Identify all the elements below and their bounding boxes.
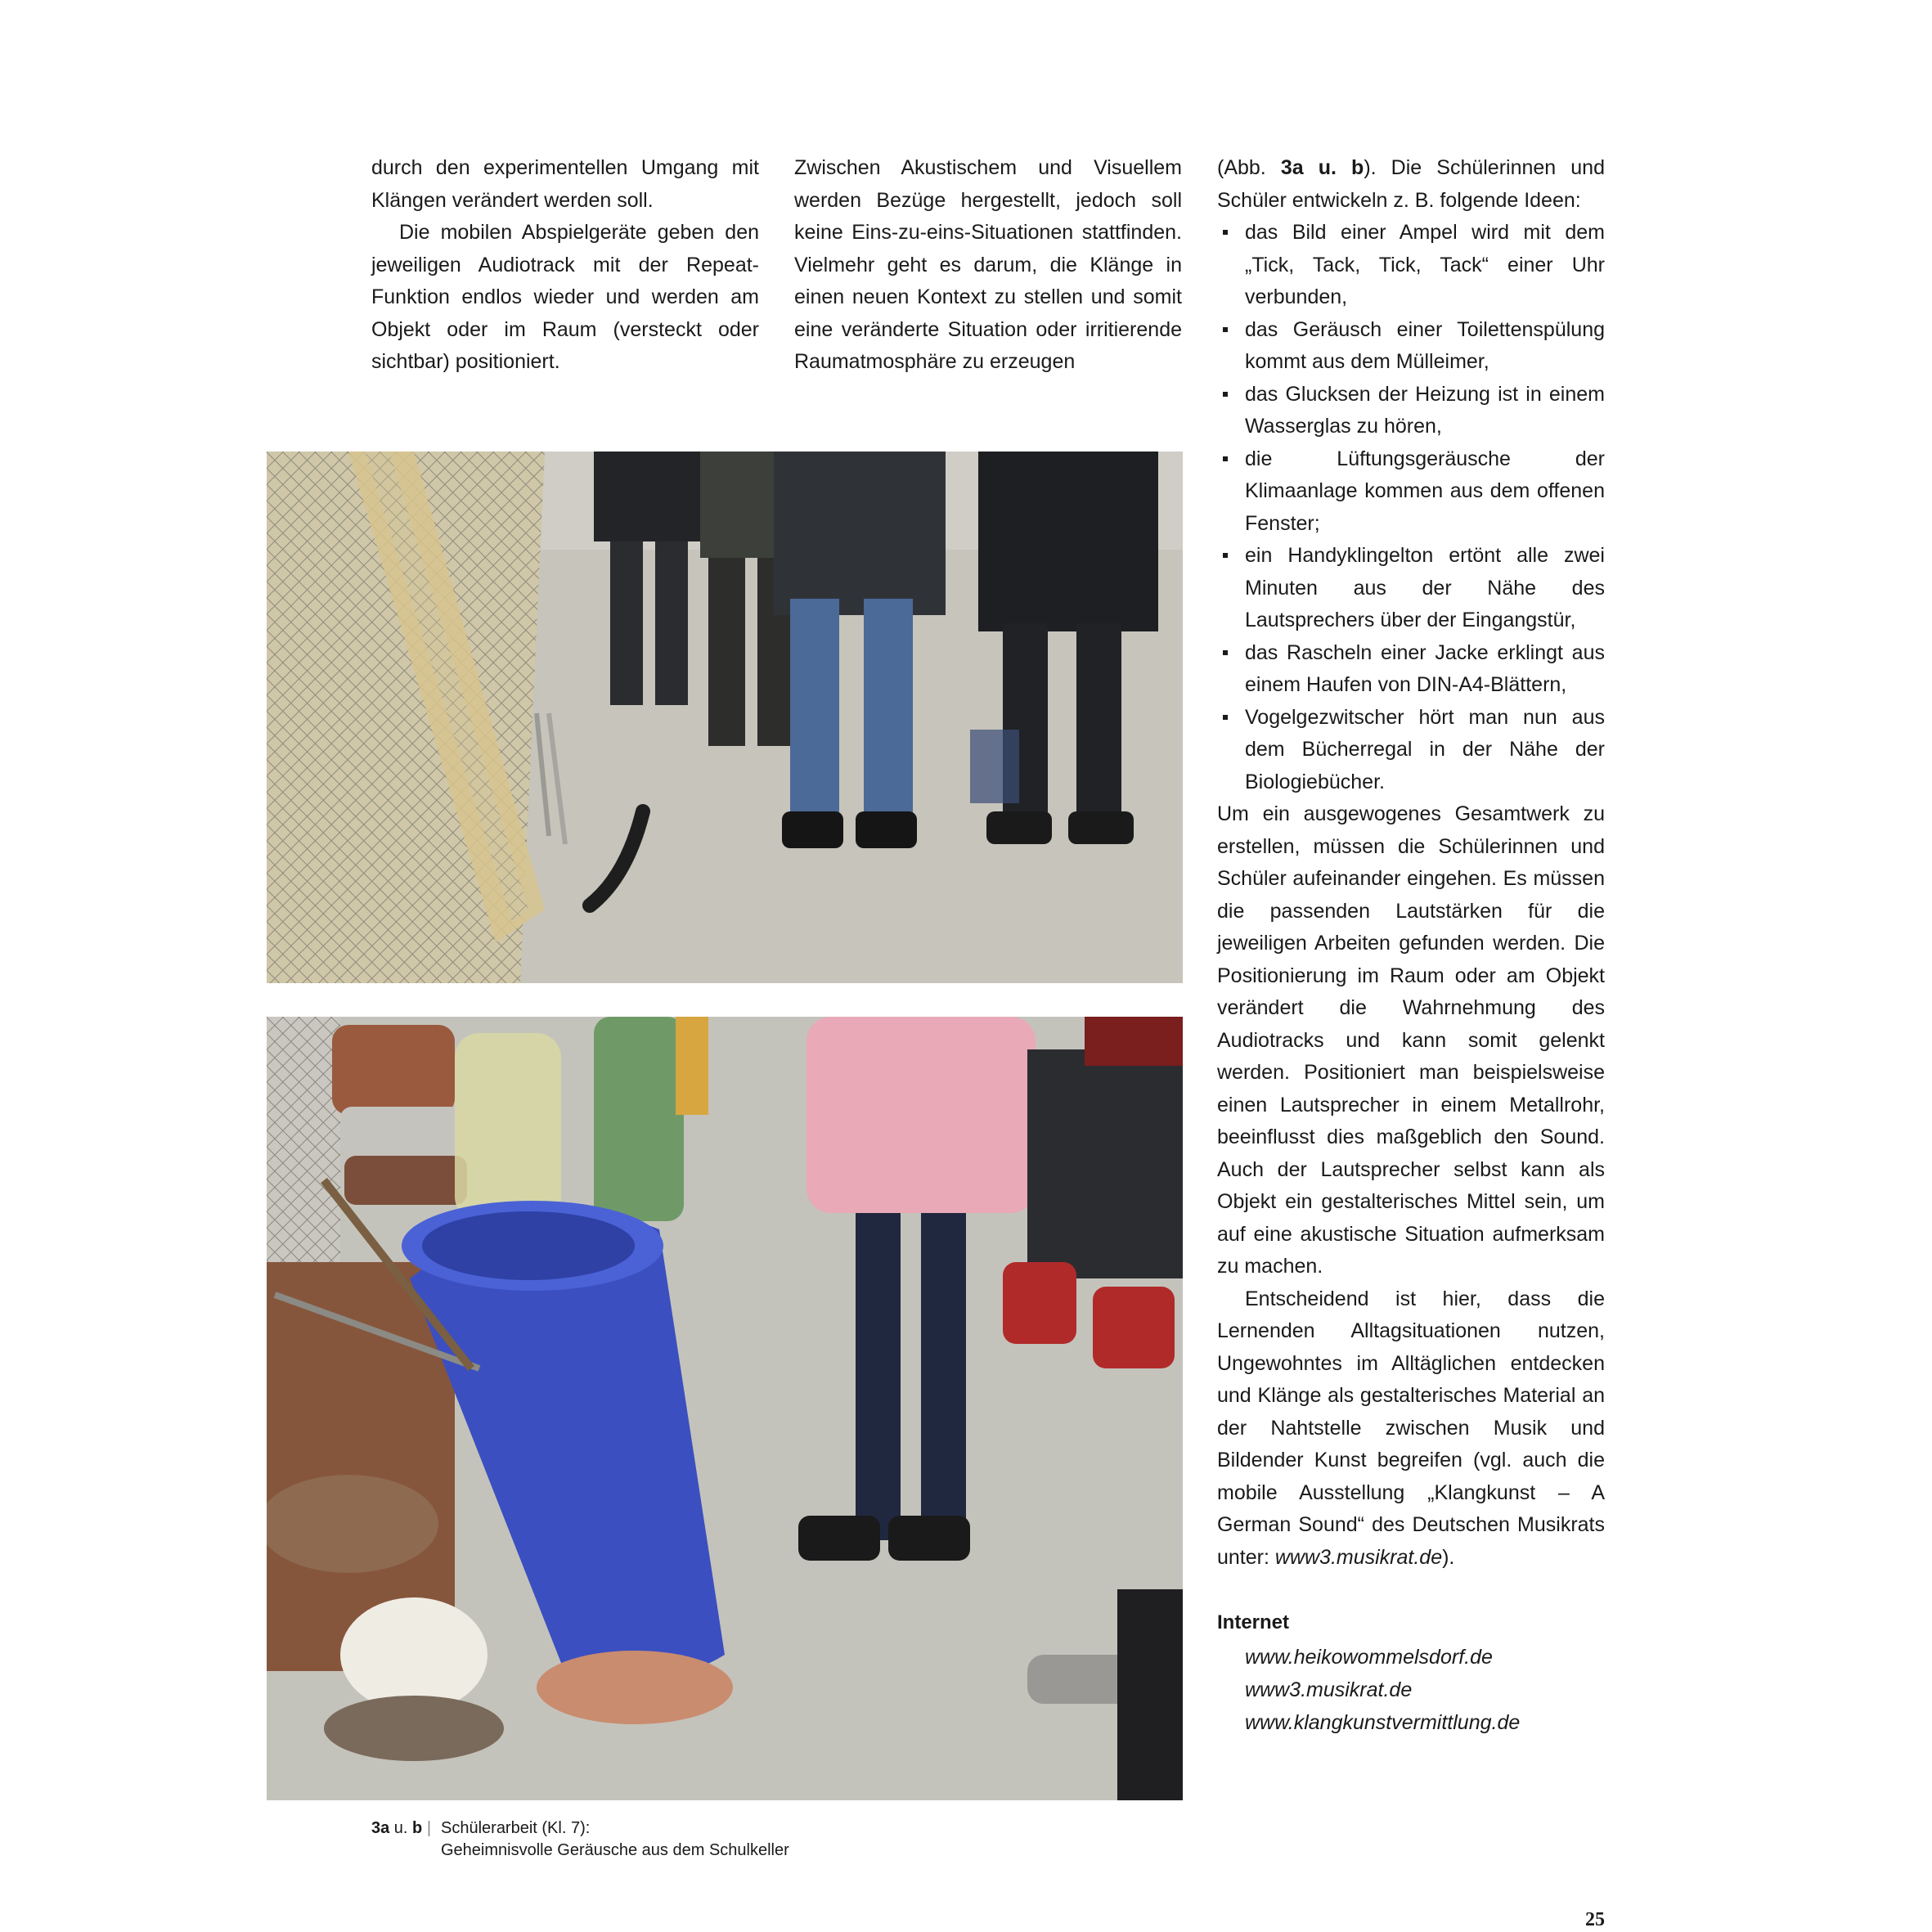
caption-line-1 — [371, 1817, 789, 1840]
paragraph: Um ein ausgewogenes Gesamtwerk zu erstellen, müssen die Schülerinnen und Schüler aufeinander eingehen. Es müssen die passenden Lautstärken für die jeweiligen Arbeiten gefunden werden. Die Positionierung im Raum oder am Objekt verändert die Wahrnehmung des Audiotracks und kann somit gelenkt werden. Positioniert man beispielsweise einen Lautsprecher in einem Metallrohr, beeinflusst dies maßgeblich den Sound. Auch der Lautsprecher selbst kann als Objekt ein gestalterisches Mittel sein, um auf eine akustische Situation aufmerksam zu machen. — [1217, 802, 1605, 1278]
list-item: ein Handyklingelton ertönt alle zwei Minuten aus der Nähe des Lautsprechers über der Eingangstür, — [1217, 540, 1605, 637]
text-column-3 — [1217, 152, 1605, 1574]
page-number: 25 — [1585, 1909, 1605, 1930]
internet-heading: Internet — [1217, 1611, 1290, 1633]
list-item: das Geräusch einer Toilettenspülung kommt aus dem Mülleimer, — [1217, 314, 1605, 379]
url-text: www3.musikrat.de — [1274, 1545, 1443, 1569]
link-text: www.klangkunstvermittlung.de — [1245, 1711, 1521, 1734]
paragraph: Die mobilen Abspielgeräte geben den jeweiligen Audiotrack mit der Repeat-Funktion endlos wieder und werden am Objekt oder im Raum (versteckt oder sichtbar) positioniert. — [371, 221, 759, 373]
text-column-2 — [794, 152, 1182, 379]
list-item: Vogelgezwitscher hört man nun aus dem Bücherregal in der Nähe der Biologiebücher. — [1217, 702, 1605, 799]
figure-label: 3a u. b | — [371, 1819, 432, 1837]
caption-text: Schülerarbeit (Kl. 7): — [441, 1819, 591, 1837]
text-column-1 — [371, 152, 759, 379]
photo-3b — [267, 1017, 1183, 1800]
photo-3a — [267, 452, 1183, 983]
list-item: das Glucksen der Heizung ist in einem Wasserglas zu hören, — [1217, 379, 1605, 443]
paragraph: durch den experimentellen Umgang mit Klängen verändert werden soll. — [371, 156, 759, 212]
internet-section — [1217, 1606, 1520, 1739]
link-text: www3.musikrat.de — [1245, 1678, 1413, 1701]
paragraph-text: Entscheidend ist hier, dass die Lernenden Alltagsituationen nutzen, Ungewohntes im Alltäglichen entdecken und Klänge als gestalterisches Material an der Nahtstelle zwischen Musik und Bildender Kunst begreifen (vgl. auch die mobile Ausstellung „Klangkunst – A German Sound“ des Deutschen Musikrats unter: — [1217, 1287, 1605, 1569]
list-item: die Lüftungsgeräusche der Klimaanlage kommen aus dem offenen Fenster; — [1217, 443, 1605, 541]
intro-text: (Abb. — [1217, 156, 1281, 179]
intro-text: ). Die Schülerinnen und Schüler entwickeln z. B. folgende Ideen: — [1217, 156, 1605, 212]
paragraph-intro — [1217, 152, 1605, 217]
paragraph — [1217, 1283, 1605, 1575]
list-item: das Bild einer Ampel wird mit dem „Tick, Tack, Tick, Tack“ einer Uhr verbunden, — [1217, 217, 1605, 314]
list-item: das Rascheln einer Jacke erklingt aus einem Haufen von DIN-A4-Blättern, — [1217, 637, 1605, 702]
figure-reference: 3a u. b — [1280, 156, 1364, 179]
caption-text: Geheimnisvolle Geräusche aus dem Schulkeller — [441, 1841, 789, 1859]
link-text: www.heikowommelsdorf.de — [1245, 1646, 1493, 1669]
figure-caption — [371, 1817, 789, 1862]
paragraph-text: ). — [1442, 1545, 1455, 1569]
paragraph: Zwischen Akustischem und Visuellem werden Bezüge hergestellt, jedoch soll keine Eins-zu-eins-Situationen stattfinden. Vielmehr geht es darum, die Klänge in einen neuen Kontext zu stellen und somit eine veränderte Situation oder irritierende Raumatmosphäre zu erzeugen — [794, 156, 1182, 373]
ideas-list — [1217, 217, 1605, 798]
